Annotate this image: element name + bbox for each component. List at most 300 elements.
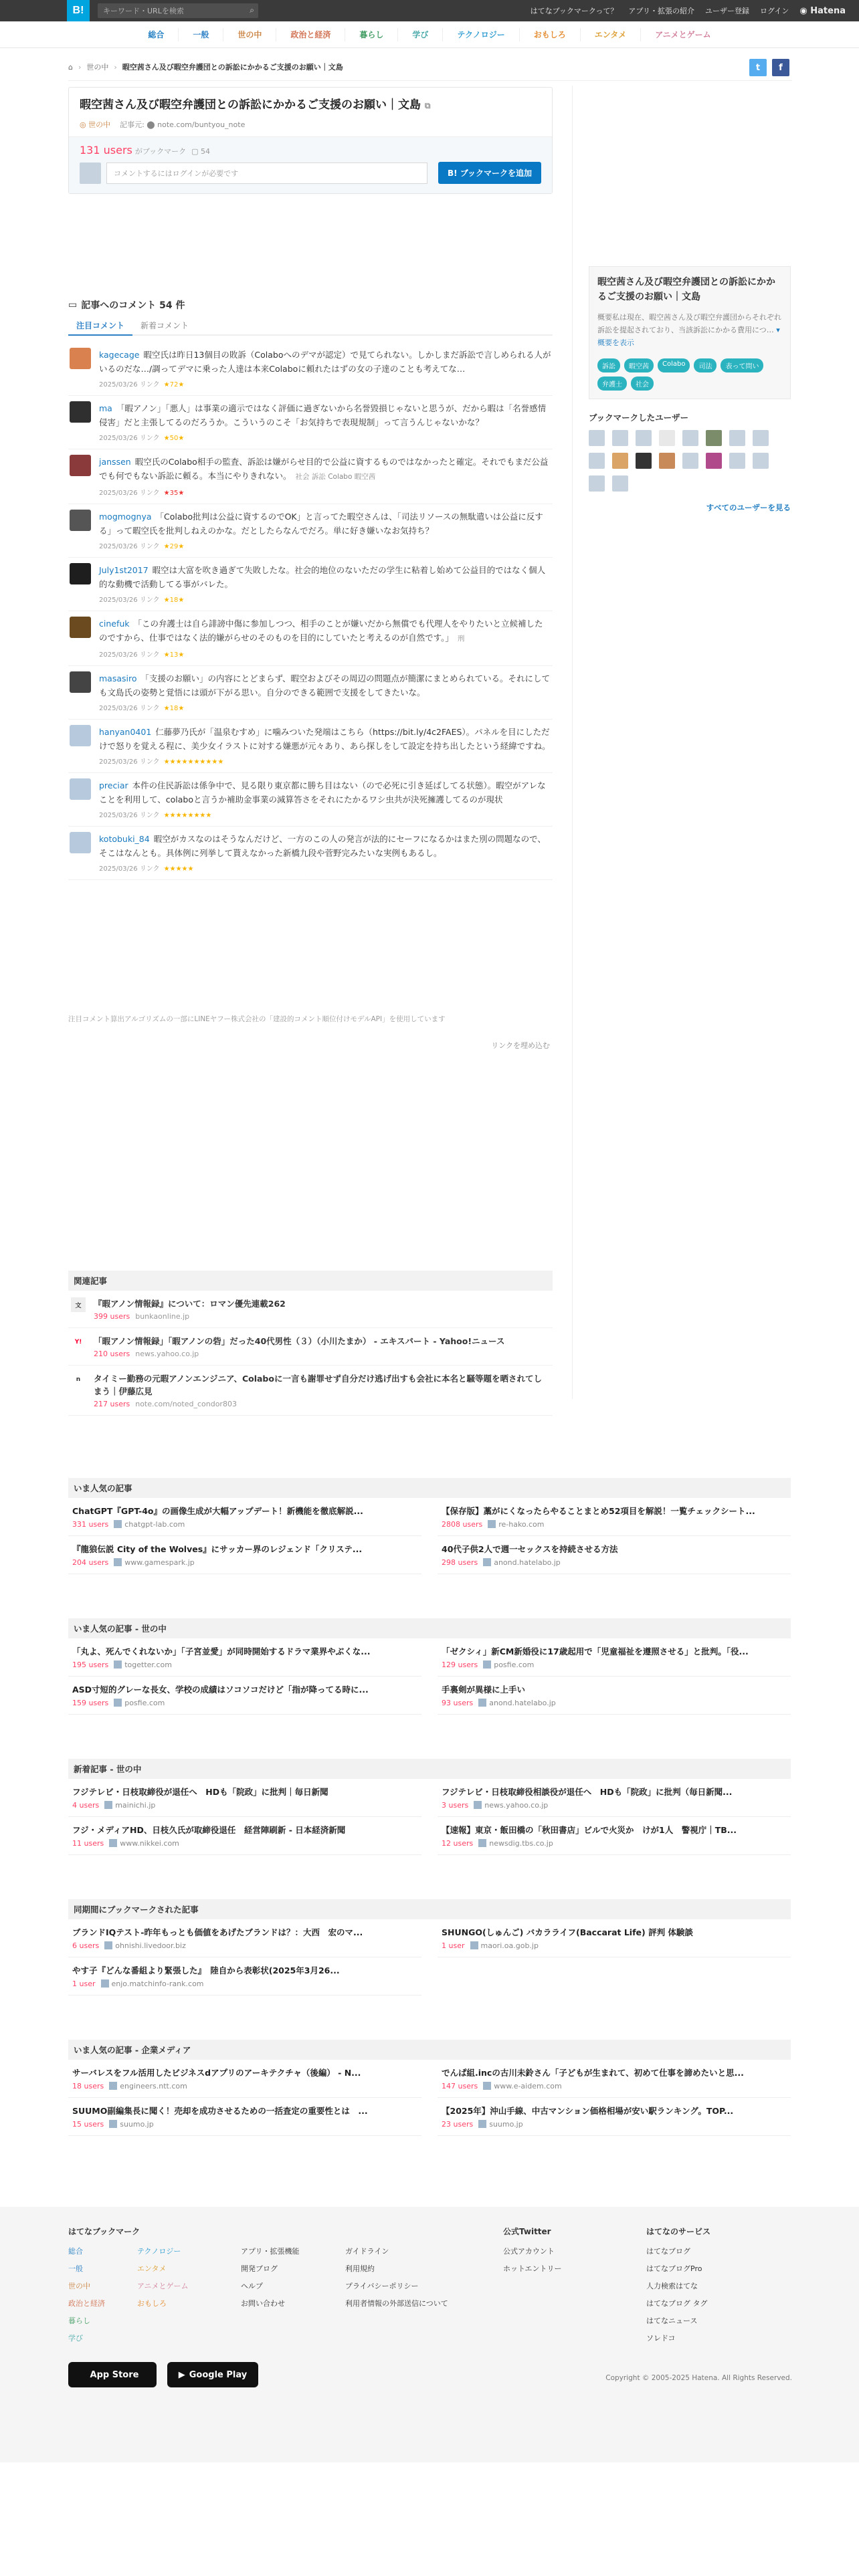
entry-users[interactable]: 159 users xyxy=(72,1699,109,1707)
entry-source: newsdig.tbs.co.jp xyxy=(489,1839,553,1848)
footer-link[interactable]: はてなブログ xyxy=(646,2247,690,2256)
entry-users[interactable]: 15 users xyxy=(72,2120,104,2129)
hatena-brand[interactable]: ◉ Hatena xyxy=(799,5,846,16)
tag[interactable]: 弁護士 xyxy=(597,377,627,391)
avatar[interactable] xyxy=(659,453,675,469)
avatar[interactable] xyxy=(70,671,91,693)
favicon-icon xyxy=(109,1839,117,1847)
twitter-share-icon[interactable]: t xyxy=(749,59,767,76)
comment-tabs xyxy=(68,316,553,336)
footer-cat-link[interactable]: おもしろ xyxy=(137,2299,167,2308)
comment-text: 「この弁護士は自ら誹謗中傷に参加しつつ、相手のことが嫌いだから無償でも代理人をやりたいと立候補したのですから、仕事ではなく法的嫌がらせのそのものを目的にしていたと考えるのが自然です。」 xyxy=(99,619,543,643)
entry-users[interactable]: 195 users xyxy=(72,1660,109,1669)
avatar[interactable] xyxy=(70,401,91,423)
breadcrumb: ⌂ › 世の中 › 暇空茜さん及び暇空弁護団との訴訟にかかるご支援のお願い｜文島 xyxy=(68,62,343,72)
comment-input[interactable]: コメントするにはログインが必要です xyxy=(106,163,427,184)
favicon-icon xyxy=(114,1558,122,1566)
list-item[interactable] xyxy=(68,1957,421,1996)
comment-user[interactable]: janssen xyxy=(99,457,131,467)
comment-user[interactable]: cinefuk xyxy=(99,619,130,629)
list-item[interactable] xyxy=(68,2098,421,2136)
footer-link[interactable]: 開発ブログ xyxy=(241,2264,278,2273)
entry-users[interactable]: 23 users xyxy=(442,2120,474,2129)
footer-link[interactable]: ガイドライン xyxy=(345,2247,389,2256)
favicon-icon: Y! xyxy=(74,1339,82,1346)
comment-tags[interactable]: 刑 xyxy=(457,635,465,643)
avatar[interactable] xyxy=(70,725,91,746)
star-icon[interactable]: ★50★ xyxy=(163,435,185,442)
comment-date: 2025/03/26 xyxy=(99,381,138,389)
cat-knowledge[interactable]: 学び xyxy=(397,28,442,41)
comment-tags[interactable]: 社会 訴訟 Colabo 暇空茜 xyxy=(295,473,376,481)
comment-link[interactable]: リンク xyxy=(139,758,160,766)
home-icon[interactable]: ⌂ xyxy=(68,62,73,72)
favicon-icon xyxy=(470,1941,478,1949)
copyright: Copyright © 2005-2025 Hatena. All Rights Reserved. xyxy=(605,2374,792,2382)
footer-cat-link[interactable]: エンタメ xyxy=(137,2264,167,2273)
list-item[interactable] xyxy=(68,1328,553,1366)
list-item[interactable] xyxy=(438,1638,791,1677)
star-icon[interactable]: ★13★ xyxy=(163,651,185,659)
footer-link[interactable]: ホットエントリー xyxy=(503,2264,562,2273)
avatar[interactable] xyxy=(706,453,722,469)
entry-users[interactable]: 298 users xyxy=(442,1558,478,1567)
avatar[interactable] xyxy=(682,430,698,446)
comment-date: 2025/03/26 xyxy=(99,651,138,659)
entry-title[interactable]: サーバレスをフル活用したビジネスdアプリのアーキテクチャ（後編） - N... xyxy=(72,2068,361,2078)
entry-source-domain: note.com/buntyou_note xyxy=(157,120,246,129)
entry-users[interactable]: 2808 users xyxy=(442,1520,483,1529)
cat-game[interactable]: アニメとゲーム xyxy=(640,28,725,41)
show-summary-link[interactable]: ▾ 概要を表示 xyxy=(597,326,780,347)
entry-users[interactable]: 204 users xyxy=(72,1558,109,1567)
entry-users[interactable]: 1 user xyxy=(442,1941,465,1950)
list-item[interactable] xyxy=(438,1677,791,1715)
cat-general[interactable]: 一般 xyxy=(178,28,223,41)
entry-source: suumo.jp xyxy=(120,2120,154,2129)
entry-title[interactable]: 【保存版】藁がにくなったらやることまとめ52項目を解説！一覧チェックシート... xyxy=(442,1506,755,1516)
related-source: bunkaonline.jp xyxy=(135,1312,190,1321)
avatar[interactable] xyxy=(636,453,652,469)
star-icon[interactable]: ★★★★★ xyxy=(163,865,194,873)
entry-title[interactable]: ブランドIQテスト-昨年もっとも価値をあげたブランドは？：大西 宏のマ... xyxy=(72,1927,363,1937)
top-bar xyxy=(0,0,859,21)
entry-source: maori.oa.gob.jp xyxy=(480,1941,539,1950)
entry-source: re-hako.com xyxy=(498,1520,545,1529)
avatar[interactable] xyxy=(612,475,628,492)
comment-user[interactable]: ma xyxy=(99,403,112,413)
footer-cat-link[interactable]: 総合 xyxy=(68,2247,83,2256)
breadcrumb-category[interactable]: 世の中 xyxy=(86,63,109,72)
footer-services-title: はてなのサービス xyxy=(646,2227,711,2236)
favicon-icon xyxy=(114,1520,122,1528)
cat-economics[interactable]: 政治と経済 xyxy=(276,28,345,41)
avatar[interactable] xyxy=(70,563,91,584)
favicon-icon: n xyxy=(76,1376,81,1383)
entry-title[interactable]: 40代子供2人で週一セックスを持続させる方法 xyxy=(442,1544,618,1554)
login-link[interactable]: ログイン xyxy=(759,7,789,15)
entry-users[interactable]: 93 users xyxy=(442,1699,474,1707)
list-item xyxy=(68,666,553,720)
entry-users[interactable]: 6 users xyxy=(72,1941,100,1950)
comment-link[interactable]: リンク xyxy=(139,490,160,497)
list-item[interactable] xyxy=(68,1498,421,1536)
comment-text: 暇空がカスなのはそうなんだけど、一方のこの人の発言が法的にセーフになるかはまた別の問題なので、そこはなんとも。具体例に列挙して貰えなかった新橋九段や菅野完みたいな実例もあるし。 xyxy=(99,834,546,858)
avatar[interactable] xyxy=(70,617,91,638)
summary-title: 暇空茜さん及び暇空弁護団との訴訟にかかるご支援のお願い｜文島 xyxy=(597,277,775,302)
avatar[interactable] xyxy=(729,430,745,446)
entry-source: www.gamespark.jp xyxy=(124,1558,195,1567)
hot-entries-social xyxy=(68,1618,791,1715)
entry-users[interactable]: 331 users xyxy=(72,1520,109,1529)
footer-link[interactable]: ヘルプ xyxy=(241,2282,263,2290)
comment-link[interactable]: リンク xyxy=(139,435,160,442)
entry-title[interactable]: 暇空茜さん及び暇空弁護団との訴訟にかかるご支援のお願い｜文島 xyxy=(80,98,421,112)
related-users[interactable]: 217 users xyxy=(94,1400,130,1408)
footer-link[interactable]: アプリ・拡張機能 xyxy=(241,2247,300,2256)
list-item[interactable] xyxy=(438,1536,791,1574)
entry-users[interactable]: 3 users xyxy=(442,1801,469,1810)
footer-cat-link[interactable]: 暮らし xyxy=(68,2317,90,2325)
entry-users[interactable]: 129 users xyxy=(442,1660,478,1669)
comment-date: 2025/03/26 xyxy=(99,758,138,766)
favicon-icon xyxy=(109,2120,117,2128)
tag[interactable]: 表って問い xyxy=(721,358,763,372)
tag[interactable]: 暇空茜 xyxy=(624,358,654,372)
related-users[interactable]: 210 users xyxy=(94,1350,130,1358)
entry-source[interactable]: 記事元: ⬤ note.com/buntyou_note xyxy=(120,120,246,129)
entry-users[interactable]: 11 users xyxy=(72,1839,104,1848)
comment-count-value: 54 xyxy=(200,147,210,156)
cat-life[interactable]: 暮らし xyxy=(345,28,397,41)
comment-text: 本件の住民訴訟は係争中で、見る限り東京都に勝ち目はない（ので必死に引き延ばしてる状態）。暇空がアレなことを利用して、colaboと言うか補助金事業の減算答さをそれにたかるワシ虫共が決死擁護してるのが現状 xyxy=(99,780,546,804)
entry-source: mainichi.jp xyxy=(115,1801,156,1810)
breadcrumb-current: 暇空茜さん及び暇空弁護団との訴訟にかかるご支援のお願い｜文島 xyxy=(122,63,343,72)
avatar[interactable] xyxy=(706,430,722,446)
related-source: news.yahoo.co.jp xyxy=(135,1350,199,1358)
external-link-icon[interactable]: ⧉ xyxy=(424,101,431,110)
cat-all[interactable]: 総合 xyxy=(148,29,165,39)
list-item xyxy=(68,504,553,558)
tag[interactable]: Colabo xyxy=(658,358,690,372)
entry-title[interactable]: 「ゼクシィ」新CM新婚役に17歳起用で「児童福祉を遵照させる」と批判。「役... xyxy=(442,1646,749,1656)
hot-entries-corporate xyxy=(68,2040,791,2136)
comment-text: 暇空氏のColabo相手の監査、訴訟は嫌がらせ目的で公益に資するものではなかったと確定。それでもまだ公益でも何でもない訴訟に頼る。本当にやりきれない。 xyxy=(99,457,549,481)
list-item[interactable] xyxy=(68,1919,421,1957)
search-icon[interactable]: ⌕ xyxy=(250,5,254,15)
comments-note: 注目コメント算出アルゴリズムの一部にLINEヤフー株式会社の「建設的コメント順位付けモデルAPI」を使用しています xyxy=(68,1015,446,1023)
comment-text: 「Colabo批判は公益に資するのでOK」と言ってた暇空さんは、「司法リソースの無駄遣いは公益に反する」って暇空氏を批判しねえのかな。だとしたらなんでだろ。単に好き嫌いなお気持ち？ xyxy=(99,512,543,536)
comment-text: 「支援のお願い」の内容にとどまらず、暇空およびその周辺の問題点が簡潔にまとめられている。それにしても文島氏の姿勢と覚悟には頭が下がる思い。自分のできる範囲で支援をしてきたいな。 xyxy=(99,673,551,697)
list-item[interactable] xyxy=(68,1638,421,1677)
entry-category[interactable]: ◎ 世の中 xyxy=(80,120,111,129)
comment-date: 2025/03/26 xyxy=(99,490,138,497)
favicon-icon xyxy=(483,1558,491,1566)
footer-cat-link[interactable]: 世の中 xyxy=(68,2282,90,2290)
comment-icon: ▭ xyxy=(68,300,78,310)
same-period-entries xyxy=(68,1899,791,1996)
entry-title[interactable]: フジテレビ・日枝取締役相談役が退任へ HDも「院政」に批判（毎日新聞... xyxy=(442,1787,733,1797)
google-play-button[interactable] xyxy=(167,2362,258,2387)
google-play-label: Google Play xyxy=(189,2369,248,2380)
star-icon[interactable]: ★35★ xyxy=(163,490,185,497)
list-item[interactable] xyxy=(68,1779,421,1817)
avatar[interactable] xyxy=(70,510,91,531)
favicon-icon xyxy=(104,1941,112,1949)
footer-link[interactable]: 利用者情報の外部送信について xyxy=(345,2299,448,2308)
favicon-icon xyxy=(483,1660,491,1669)
comment-link[interactable]: リンク xyxy=(139,812,160,819)
comment-text: 暇空氏は昨日13個目の敗訴（Colaboへのデマが認定）で見てられない。しかしまだ訴訟で言しめられる人がいるのだな…/調ってデマに乗った人達は本来Colaboに頼れたはずの女の子達のことも考えてな… xyxy=(99,350,551,374)
comment-text: 「暇アノン」「悪人」は事業の適示ではなく評価に過ぎないから名誉毀損じゃないと思うが、だから暇は「名誉感情侵害」だと主張してるのだろうか。こういうのこそ「お気持ちで表現規制」って言うんじゃないかな？ xyxy=(99,403,547,427)
comment-date: 2025/03/26 xyxy=(99,705,138,712)
entry-title[interactable]: 「丸よ、死んでくれないか」「子宮並愛」が同時開始するドラマ業界やぶくな... xyxy=(72,1646,371,1656)
star-icon[interactable]: ★18★ xyxy=(163,705,185,712)
new-entries-social xyxy=(68,1759,791,1855)
avatar[interactable] xyxy=(636,430,652,446)
entry-users[interactable]: 147 users xyxy=(442,2082,478,2090)
tag[interactable]: 訴訟 xyxy=(597,358,620,372)
cat-entertainment[interactable]: エンタメ xyxy=(580,28,641,41)
footer-cat-link[interactable]: 一般 xyxy=(68,2264,83,2273)
section-title: いま人気の記事 - 世の中 xyxy=(68,1618,791,1638)
list-item xyxy=(68,720,553,773)
footer-link[interactable]: はてなブログ タグ xyxy=(646,2299,708,2308)
footer-link[interactable]: 公式アカウント xyxy=(503,2247,555,2256)
tag-list xyxy=(597,358,782,391)
avatar[interactable] xyxy=(70,455,91,476)
entry-source: posfie.com xyxy=(494,1660,535,1669)
comment-list xyxy=(68,342,553,880)
avatar[interactable] xyxy=(70,832,91,853)
cat-social[interactable]: 世の中 xyxy=(223,28,276,41)
comment-user[interactable]: July1st2017 xyxy=(99,565,149,575)
footer-link[interactable]: 利用規約 xyxy=(345,2264,375,2273)
comment-user[interactable]: kagecage xyxy=(99,350,140,360)
avatar xyxy=(80,163,101,184)
footer-cat-link[interactable]: 学び xyxy=(68,2334,83,2343)
section-title: いま人気の記事 - 企業メディア xyxy=(68,2040,791,2060)
entry-title[interactable]: やす子『どんな番組より緊張した』 陸自から表彰状(2025年3月26... xyxy=(72,1965,340,1975)
list-item[interactable] xyxy=(438,1919,791,1957)
entry-users[interactable]: 12 users xyxy=(442,1839,474,1848)
comment-date: 2025/03/26 xyxy=(99,435,138,442)
footer-link[interactable]: プライバシーポリシー xyxy=(345,2282,419,2290)
avatar[interactable] xyxy=(589,453,605,469)
summary-text: 概要私は現在、暇空茜さん及び暇空弁護団からそれぞれ訴訟を提起されており、当該訴訟にかかる費用につ… xyxy=(597,313,781,334)
list-item xyxy=(68,773,553,827)
entry-source-label: 記事元 xyxy=(120,120,142,129)
favicon-icon xyxy=(114,1699,122,1707)
bookmark-user-grid xyxy=(589,430,791,492)
comment-user[interactable]: mogmognya xyxy=(99,512,152,522)
avatar[interactable] xyxy=(729,453,745,469)
star-icon[interactable]: ★★★★★★★★★★ xyxy=(163,758,224,766)
comment-user[interactable]: hanyan0401 xyxy=(99,727,152,737)
list-item[interactable] xyxy=(438,1779,791,1817)
entry-title[interactable]: フジ・メディアHD、日枝久氏が取締役退任 経営陣刷新 - 日本経済新聞 xyxy=(72,1825,346,1835)
list-item[interactable] xyxy=(438,1498,791,1536)
hatena-bookmark-logo[interactable]: B! xyxy=(67,0,90,21)
related-entry-title[interactable]: 「暇アノン情報録」「暇アノンの砦」だった40代男性（３）（小川たまか） - エキスパート - Yahoo!ニュース xyxy=(94,1336,505,1346)
footer-cat-link[interactable]: テクノロジー xyxy=(137,2247,181,2256)
entry-title[interactable]: ASD寸短的グレーな長女、学校の成績はソコソコだけど「指が降ってる時に... xyxy=(72,1685,369,1695)
entry-source: anond.hatelabo.jp xyxy=(494,1558,561,1567)
list-item xyxy=(68,342,553,396)
add-bookmark-button[interactable]: B! ブックマークを追加 xyxy=(438,162,541,184)
entry-users[interactable]: 18 users xyxy=(72,2082,104,2090)
avatar[interactable] xyxy=(659,430,675,446)
avatar[interactable] xyxy=(70,778,91,800)
entry-source: engineers.ntt.com xyxy=(120,2082,187,2090)
favicon-icon xyxy=(488,1520,496,1528)
entry-title[interactable]: ChatGPT『GPT-4o』の画像生成が大幅アップデート！新機能を徹底解説... xyxy=(72,1506,363,1516)
search-input[interactable] xyxy=(98,3,258,18)
register-link[interactable]: ユーザー登録 xyxy=(704,7,749,15)
entry-source: togetter.com xyxy=(124,1660,172,1669)
comment-date: 2025/03/26 xyxy=(99,812,138,819)
related-entry-title[interactable]: タイミー勤務の元暇アノンエンジニア、Colaboに一言も謝罪せず自分だけ逃げ出すも会社に本名と騒等題を晒されてしまう｜伊藤広見 xyxy=(94,1374,542,1396)
related-entry-title[interactable]: 『暇アノン情報録』について：ロマン優先連載262 xyxy=(94,1299,286,1309)
play-icon: ▶ xyxy=(178,2369,185,2380)
list-item[interactable] xyxy=(68,1817,421,1855)
comment-date: 2025/03/26 xyxy=(99,543,138,550)
entry-users[interactable]: 4 users xyxy=(72,1801,100,1810)
list-item[interactable] xyxy=(438,1817,791,1855)
avatar[interactable] xyxy=(70,348,91,369)
footer-cat-link[interactable]: 政治と経済 xyxy=(68,2299,105,2308)
list-item[interactable] xyxy=(68,2060,421,2098)
comment-count[interactable]: ▢ 54 xyxy=(191,147,210,156)
comment-text: 暇空は大富を吹き過ぎて失敗したな。社会的地位のないただの学生に粘着し始めて公益目的ではなく個人的な動機で活動してる事がバレた。 xyxy=(99,565,546,589)
footer-link[interactable]: お問い合わせ xyxy=(241,2299,285,2308)
entry-title[interactable]: 手裏剣が異様に上手い xyxy=(442,1685,526,1695)
footer-cat-link[interactable]: アニメとゲーム xyxy=(137,2282,189,2290)
list-item xyxy=(68,396,553,449)
hatena-brand-text: Hatena xyxy=(810,5,846,16)
list-item[interactable] xyxy=(68,1536,421,1574)
favicon-icon xyxy=(478,1839,486,1847)
apps-link[interactable]: アプリ・拡張の紹介 xyxy=(628,7,694,15)
embed-link[interactable]: リンクを埋め込む xyxy=(491,1041,550,1050)
favicon-icon xyxy=(101,1979,109,1988)
related-title: 関連記事 xyxy=(68,1271,553,1291)
comment-link[interactable]: リンク xyxy=(139,597,160,604)
cat-fun[interactable]: おもしろ xyxy=(519,28,580,41)
tab-popular[interactable]: 注目コメント xyxy=(68,316,132,336)
entry-title[interactable]: SHUNGO(しゅんご) バカラライフ(Baccarat Life) 評判 体験談 xyxy=(442,1927,693,1937)
list-item xyxy=(68,449,553,504)
entry-title[interactable]: 【2025年】沖山手線、中古マンション価格相場が安い駅ランキング。TOP... xyxy=(442,2106,734,2116)
star-icon[interactable]: ★72★ xyxy=(163,381,185,389)
footer-link[interactable]: 人力検索はてな xyxy=(646,2282,698,2290)
about-link[interactable]: はてなブックマークって？ xyxy=(530,7,618,15)
footer-link[interactable]: ソレドコ xyxy=(646,2334,676,2343)
facebook-share-icon[interactable]: f xyxy=(772,59,789,76)
comment-user[interactable]: masasiro xyxy=(99,673,137,683)
bookmark-users-label: がブックマーク xyxy=(134,147,187,156)
entry-title[interactable]: SUUMO副編集長に聞く！売却を成功させるための一括査定の重要性とは ... xyxy=(72,2106,368,2116)
footer-link[interactable]: はてなブログPro xyxy=(646,2264,702,2273)
show-summary-label: 概要を表示 xyxy=(597,338,634,347)
avatar[interactable] xyxy=(589,475,605,492)
favicon-icon xyxy=(474,1801,482,1809)
section-title: いま人気の記事 xyxy=(68,1478,791,1498)
comment-link[interactable]: リンク xyxy=(139,865,160,873)
comment-link[interactable]: リンク xyxy=(139,651,160,659)
star-icon[interactable]: ★18★ xyxy=(163,597,185,604)
entry-source: ohnishi.livedoor.biz xyxy=(115,1941,186,1950)
entry-source: news.yahoo.co.jp xyxy=(484,1801,549,1810)
entry-title[interactable]: 【速報】東京・飯田橋の「秋田書店」ビルで火災か けが1人 警視庁｜TB... xyxy=(442,1825,737,1835)
related-users[interactable]: 399 users xyxy=(94,1312,130,1321)
comment-user[interactable]: kotobuki_84 xyxy=(99,834,150,844)
comment-link[interactable]: リンク xyxy=(139,381,160,389)
cat-it[interactable]: テクノロジー xyxy=(442,28,518,41)
comment-link[interactable]: リンク xyxy=(139,705,160,712)
comment-user[interactable]: preciar xyxy=(99,780,128,790)
entry-source: suumo.jp xyxy=(489,2120,523,2129)
tag[interactable]: 社会 xyxy=(631,377,654,391)
entry-users[interactable]: 1 user xyxy=(72,1979,96,1988)
category-nav xyxy=(0,21,859,48)
favicon-icon xyxy=(483,2082,491,2090)
favicon-icon xyxy=(478,2120,486,2128)
entry-title[interactable]: でんぱ組.incの古川未鈴さん「子どもが生まれて、初めて仕事を諦めたいと思... xyxy=(442,2068,744,2078)
list-item[interactable] xyxy=(68,1291,553,1328)
related-source: note.com/noted_condor803 xyxy=(135,1400,237,1408)
avatar[interactable] xyxy=(612,453,628,469)
avatar[interactable] xyxy=(753,453,769,469)
list-item[interactable] xyxy=(68,1677,421,1715)
avatar[interactable] xyxy=(612,430,628,446)
comment-link[interactable]: リンク xyxy=(139,543,160,550)
favicon-icon xyxy=(478,1699,486,1707)
list-item xyxy=(68,611,553,666)
star-icon[interactable]: ★★★★★★★★ xyxy=(163,812,212,819)
list-item xyxy=(68,558,553,611)
avatar[interactable] xyxy=(682,453,698,469)
hot-entries-all xyxy=(68,1478,791,1574)
tag[interactable]: 司法 xyxy=(694,358,717,372)
tab-new[interactable]: 新着コメント xyxy=(140,321,189,330)
bookmark-count[interactable] xyxy=(80,144,186,156)
list-item[interactable] xyxy=(438,2060,791,2098)
comment-date: 2025/03/26 xyxy=(99,597,138,604)
entry-source: anond.hatelabo.jp xyxy=(489,1699,556,1707)
entry-source: enjo.matchinfo-rank.com xyxy=(111,1979,204,1988)
avatar[interactable] xyxy=(589,430,605,446)
entry-title[interactable]: 『龍狼伝説 City of the Wolves』にサッカー界のレジェンド「クリステ... xyxy=(72,1544,363,1554)
search-placeholder: キーワード・URLを検索 xyxy=(103,7,184,15)
avatar[interactable] xyxy=(753,430,769,446)
list-item[interactable] xyxy=(68,1366,553,1416)
section-title: 新着記事 - 世の中 xyxy=(68,1759,791,1779)
star-icon[interactable]: ★29★ xyxy=(163,543,185,550)
entry-summary xyxy=(589,266,791,399)
all-users-link[interactable]: すべてのユーザーを見る xyxy=(706,503,791,512)
comment-date: 2025/03/26 xyxy=(99,865,138,873)
footer-link[interactable]: はてなニュース xyxy=(646,2317,698,2325)
comments-title xyxy=(68,298,185,312)
list-item xyxy=(68,827,553,880)
sidebar xyxy=(589,266,791,513)
bookmark-users-title: ブックマークしたユーザー xyxy=(589,413,689,423)
entry-title[interactable]: フジテレビ・日枝取締役が退任へ HDも「院政」に批判｜毎日新聞 xyxy=(72,1787,328,1797)
app-store-button[interactable] xyxy=(68,2362,157,2387)
favicon-icon xyxy=(109,2082,117,2090)
list-item[interactable] xyxy=(438,2098,791,2136)
